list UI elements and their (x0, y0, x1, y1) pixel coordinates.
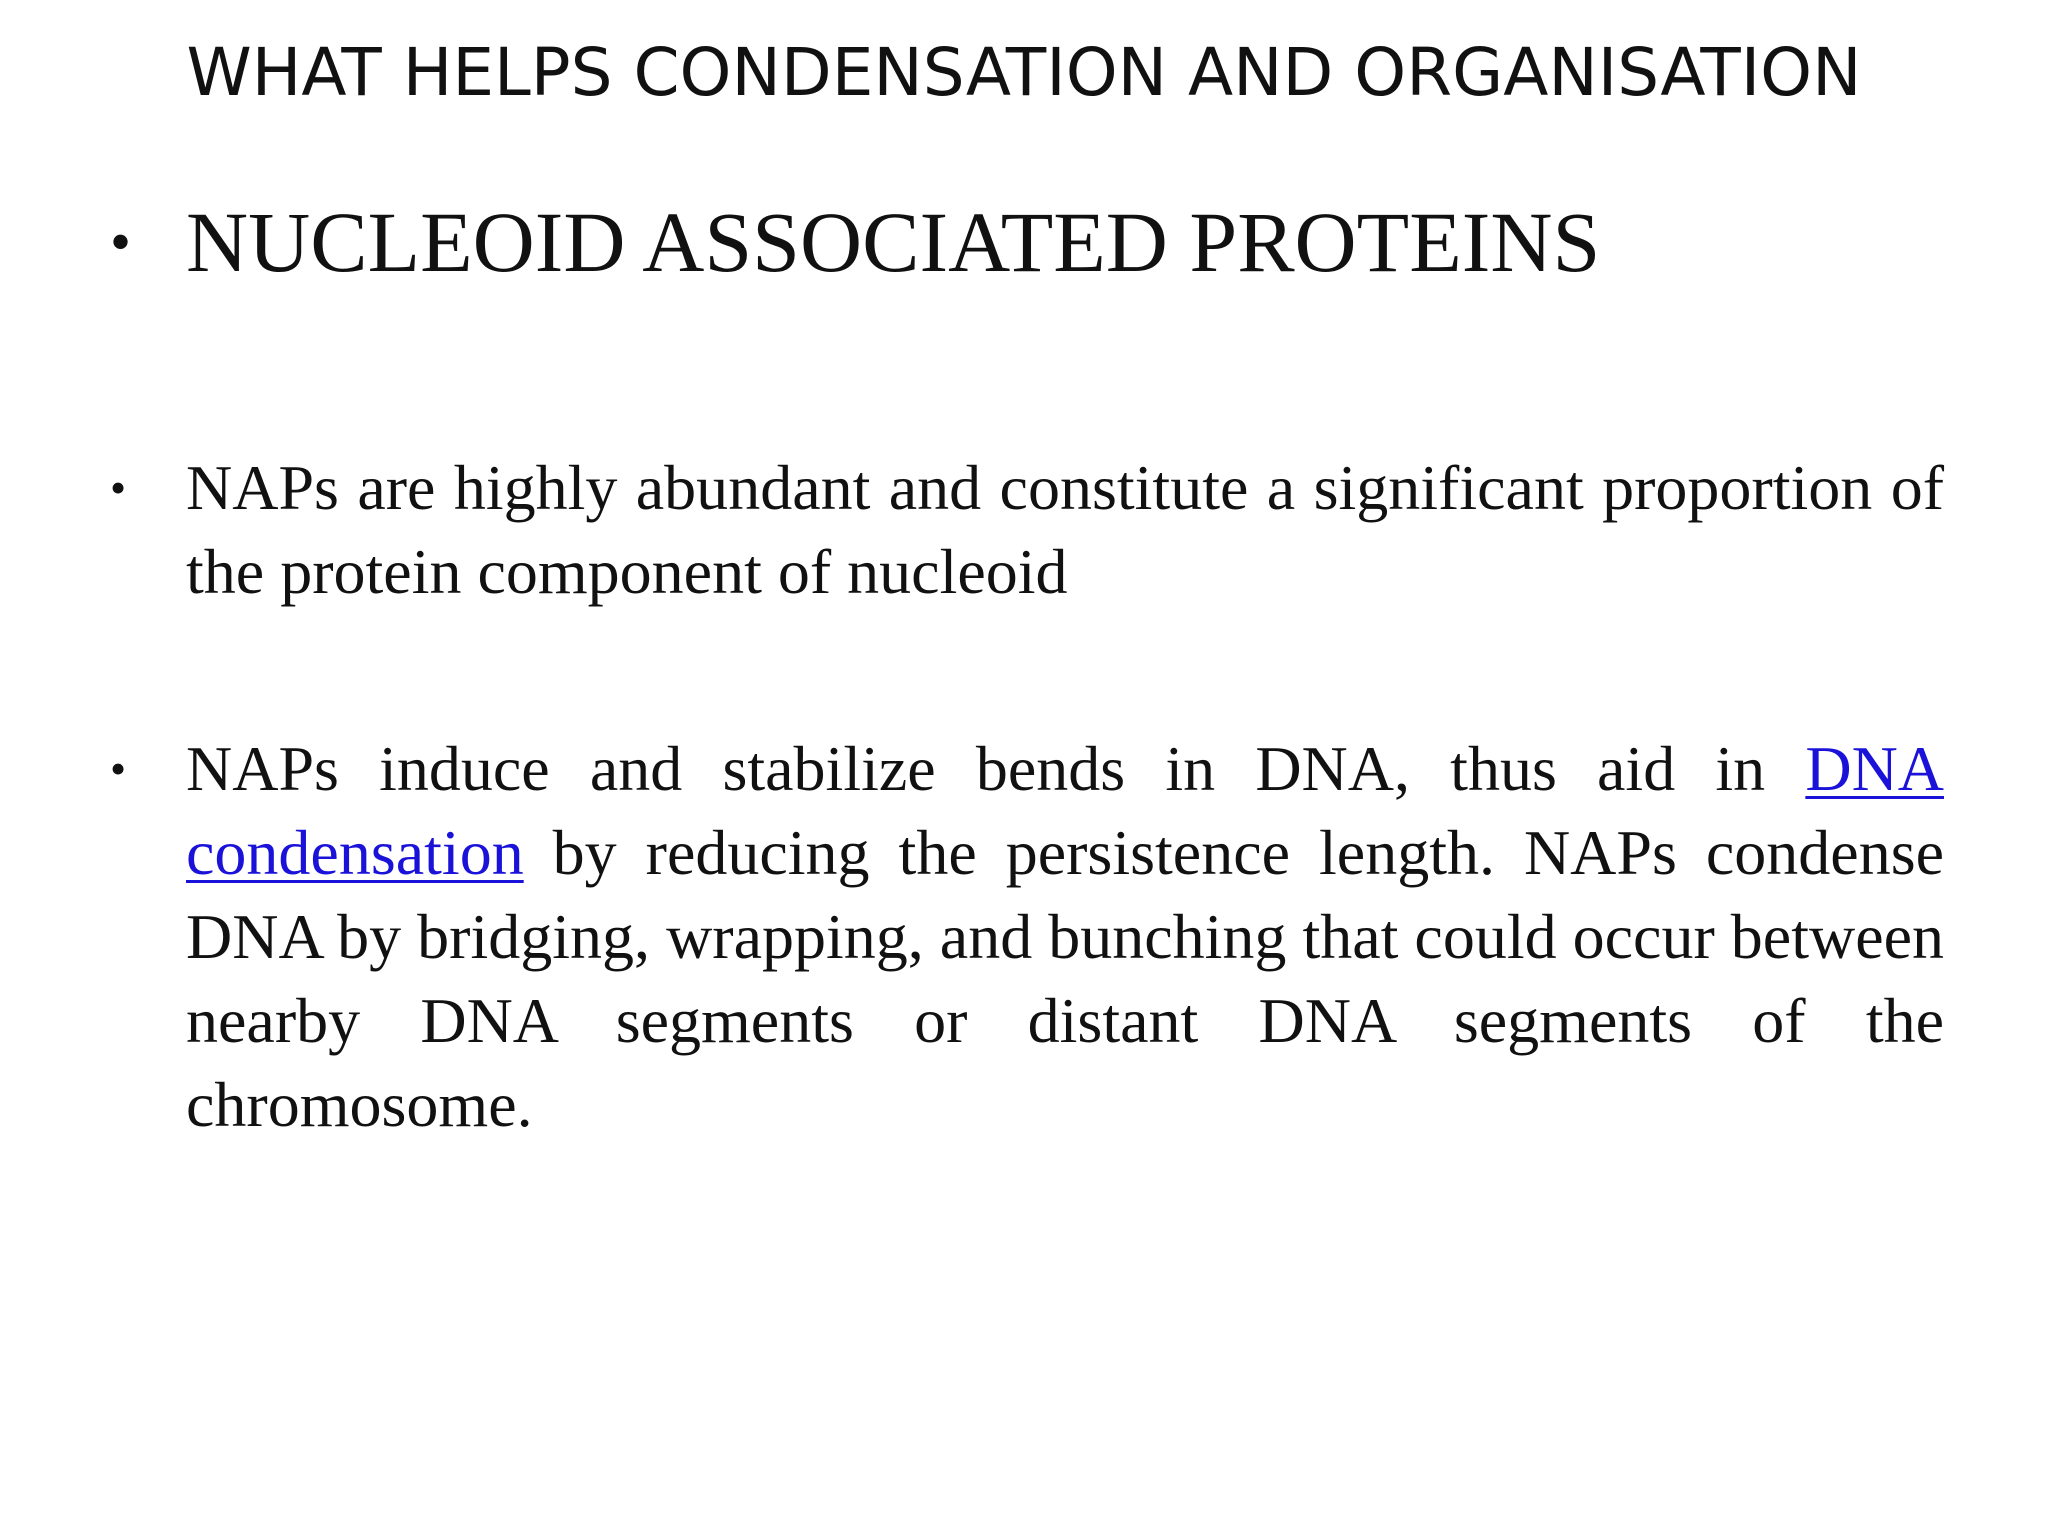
heading-text: NUCLEOID ASSOCIATED PROTEINS (186, 194, 1601, 290)
paragraph-2-text-end: by reducing the persistence length. NAPs condense DNA by bridging, wrapping, and bunching that could occur between nearby DNA segments or distant DNA segments of the chromosome. (186, 817, 1944, 1140)
slide-title: WHAT HELPS CONDENSATION AND ORGANISATION (186, 34, 1862, 111)
paragraph-1-text: NAPs are highly abundant and constitute a significant proportion of the protein component of nucleoid (186, 452, 1944, 607)
bullet-icon: • (110, 462, 127, 513)
paragraph-2-text (186, 727, 1944, 1147)
bullet-icon: • (110, 209, 132, 275)
dna-condensation-link[interactable]: DNA condensation (186, 733, 1944, 888)
paragraph-2-text-start: NAPs induce and stabilize bends in DNA, thus aid in (186, 733, 1806, 804)
bullet-icon: • (110, 743, 127, 794)
